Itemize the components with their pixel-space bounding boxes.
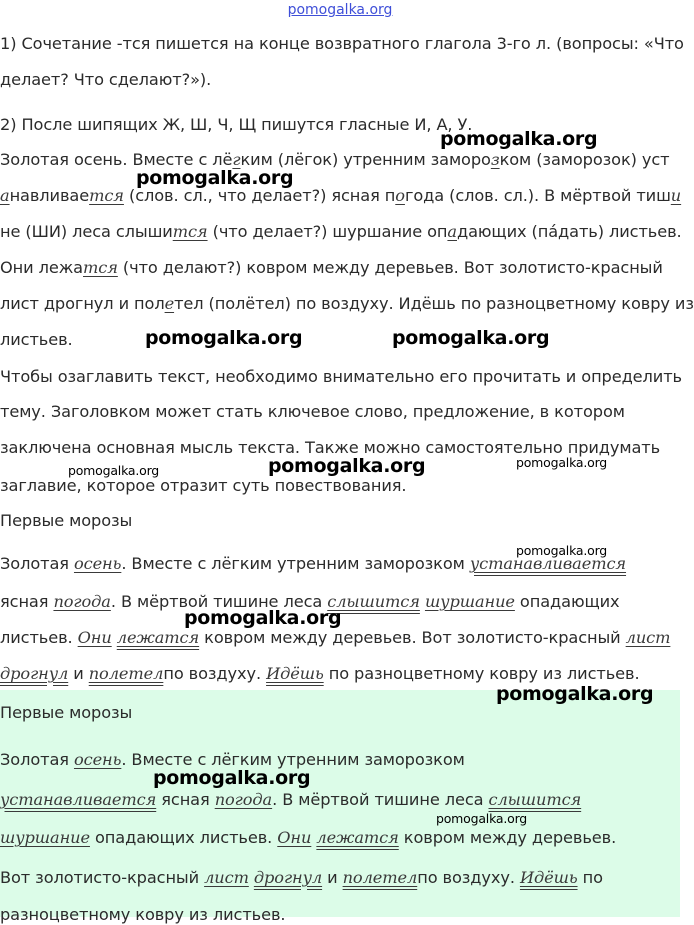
orthogram-ending: тся	[89, 186, 124, 205]
subject-word: лист	[625, 628, 671, 647]
watermark: pomogalka.org	[440, 128, 598, 150]
predicate-word: лежатся	[116, 628, 200, 647]
text-span: года (слов. сл.). В мёртвой тиш	[404, 186, 671, 205]
watermark: pomogalka.org	[496, 683, 654, 705]
text-span: . В мёртвой тишине леса	[110, 592, 328, 611]
text-span: листьев.	[0, 628, 78, 647]
text2-line-2	[0, 790, 581, 810]
subject-word: погода	[53, 592, 111, 611]
text-span: (что делает?) шуршание оп	[207, 222, 448, 241]
predicate-word: слышится	[327, 592, 420, 611]
watermark: pomogalka.org	[392, 327, 550, 349]
text-span: и	[68, 664, 89, 683]
text-span: Они лежа	[0, 258, 83, 277]
text-span: ковром между деревьев. Вот золотисто-красный	[199, 628, 626, 647]
orthogram-letter: а	[447, 222, 457, 241]
text-span: дающих (па́дать) листьев.	[456, 222, 682, 241]
text-span: навливае	[9, 186, 90, 205]
subject-word: шуршание	[0, 828, 90, 847]
orthogram-letter: з	[490, 150, 500, 169]
orthogram-ending: тся	[172, 222, 208, 241]
site-link[interactable]: pomogalka.org	[287, 2, 393, 18]
watermark: pomogalka.org	[153, 767, 311, 789]
predicate-word: устанавливается	[0, 790, 157, 809]
text-span: Золотая	[0, 554, 74, 573]
predicate-word: дрогнул	[253, 868, 323, 887]
text2-line-5: разноцветному ковру из листьев.	[0, 905, 286, 924]
analysis-line-1	[0, 150, 670, 170]
text-span: ким (лёгок) утренним заморо	[240, 150, 491, 169]
advice-line-4: заглавие, которое отразит суть повествования.	[0, 476, 407, 495]
text-span: Золотая	[0, 750, 74, 769]
advice-line-3: заключена основная мысль текста. Также можно самостоятельно придумать	[0, 438, 661, 457]
watermark: pomogalka.org	[136, 167, 294, 189]
text2-line-4	[0, 868, 603, 888]
text-span: ясная	[156, 790, 215, 809]
text-span: ковром между деревьев.	[398, 828, 617, 847]
text-span: . Вместе с лёгким утренним заморозком	[121, 750, 465, 769]
watermark: pomogalka.org	[516, 543, 608, 558]
orthogram-letter: г	[232, 150, 241, 169]
subject-word: Они	[77, 628, 112, 647]
text-span: Вот золотисто-красный	[0, 868, 205, 887]
orthogram-letter: о	[395, 186, 405, 205]
predicate-word: слышится	[488, 790, 582, 809]
subject-word: шуршание	[424, 592, 515, 611]
advice-line-2: тему. Заголовком может стать ключевое слово, предложение, в котором	[0, 402, 625, 421]
text-span: ясная	[0, 592, 54, 611]
orthogram-letter: е	[164, 294, 175, 313]
predicate-word: Идёшь	[266, 664, 324, 683]
text1-line-3	[0, 628, 670, 648]
subject-word: осень	[73, 750, 122, 769]
predicate-word: Идёшь	[519, 868, 578, 887]
text1-title: Первые морозы	[0, 511, 133, 530]
text-span: и	[322, 868, 343, 887]
text-span: опадающих листьев.	[89, 828, 278, 847]
watermark: pomogalka.org	[184, 607, 342, 629]
analysis-line-6: листьев.	[0, 330, 73, 349]
predicate-word: лежатся	[316, 828, 399, 847]
text-span: лист дрогнул и пол	[0, 294, 165, 313]
orthogram-letter: и	[670, 186, 682, 205]
text-span: по разноцветному ковру из листьев.	[323, 664, 640, 683]
predicate-word: полетел	[342, 868, 418, 887]
rule-1-line-1: 1) Сочетание -тся пишется на конце возвратного глагола 3-го л. (вопросы: «Что	[0, 34, 684, 53]
predicate-word: полетел	[88, 664, 164, 683]
watermark: pomogalka.org	[436, 811, 528, 826]
watermark: pomogalka.org	[268, 455, 426, 477]
text-span: по воздуху.	[417, 868, 520, 887]
text-span: опадающих	[514, 592, 620, 611]
text-span: (что делают?) ковром между деревьев. Вот золотисто-красный	[117, 258, 663, 277]
predicate-word: дрогнул	[0, 664, 69, 683]
watermark: pomogalka.org	[68, 463, 160, 478]
predicate-word: устанавливается	[469, 554, 627, 573]
analysis-line-4	[0, 258, 663, 278]
watermark: pomogalka.org	[516, 455, 608, 470]
analysis-line-2	[0, 186, 681, 206]
text-span: по	[577, 868, 603, 887]
orthogram-ending: тся	[83, 258, 118, 277]
text-span: . Вместе с лёгким утренним заморозком	[121, 554, 470, 573]
analysis-line-3	[0, 222, 682, 242]
analysis-line-5	[0, 294, 694, 314]
subject-word: Они	[277, 828, 312, 847]
text-span: Золотая осень. Вместе с лё	[0, 150, 233, 169]
text-span: тел (полётел) по воздуху. Идёшь по разноцветному ковру из	[174, 294, 694, 313]
watermark: pomogalka.org	[145, 327, 303, 349]
subject-word: погода	[214, 790, 273, 809]
text-span: (слов. сл., что делает?) ясная п	[123, 186, 396, 205]
text-span: по воздуху.	[163, 664, 267, 683]
subject-word: осень	[73, 554, 122, 573]
text-span: . В мёртвой тишине леса	[272, 790, 489, 809]
text-span: ком (заморозок) уст	[499, 150, 670, 169]
text2-line-3	[0, 828, 616, 848]
rule-1-line-2: делает? Что сделают?»).	[0, 70, 212, 89]
advice-line-1: Чтобы озаглавить текст, необходимо внимательно его прочитать и определить	[0, 367, 682, 386]
text-span: не (ШИ) леса слыши	[0, 222, 173, 241]
text1-line-4	[0, 664, 640, 684]
rule-2: 2) После шипящих Ж, Ш, Ч, Щ пишутся гласные И, А, У.	[0, 115, 473, 134]
subject-word: лист	[204, 868, 249, 887]
orthogram-letter: а	[0, 186, 10, 205]
text2-title: Первые морозы	[0, 703, 133, 722]
